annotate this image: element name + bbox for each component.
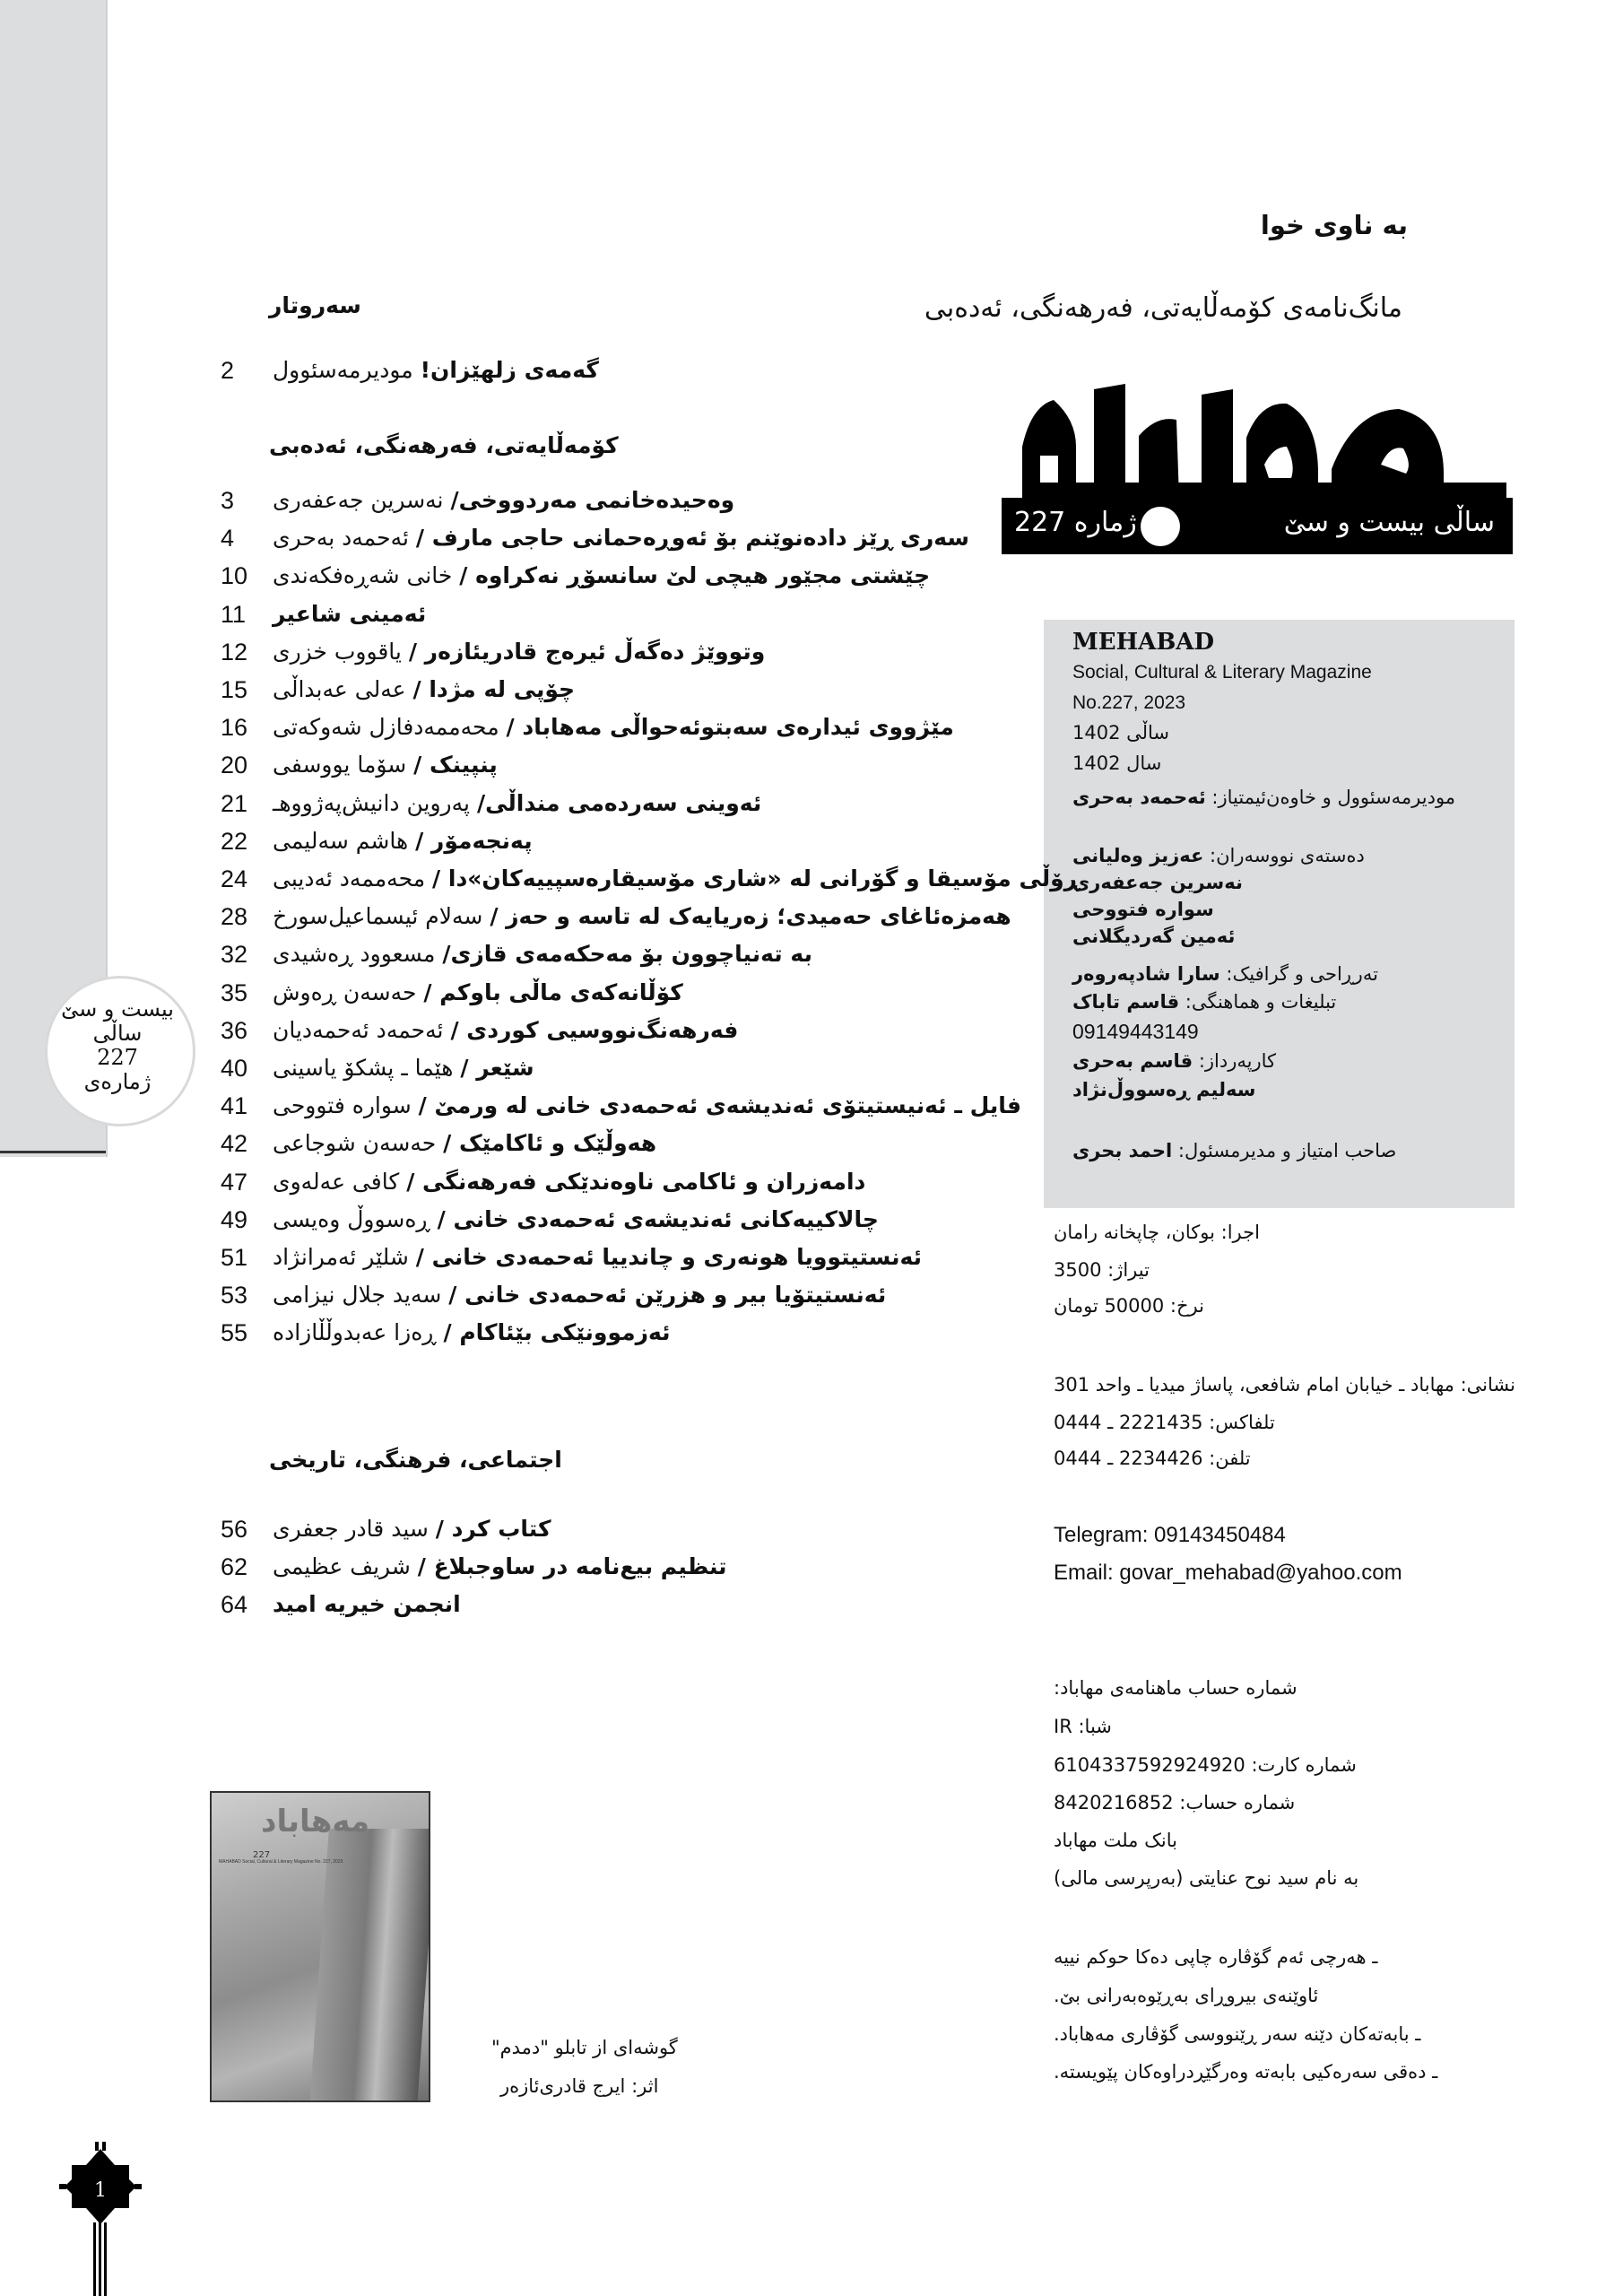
- cover-thumbnail: [210, 1791, 430, 2102]
- toc-author: محەممەد ئەدیبی: [273, 865, 426, 891]
- ads-name: قاسم تاباک: [1072, 991, 1180, 1013]
- toc-page-number: 55: [221, 1319, 248, 1347]
- toc-title: ئەوینی سەردەمی منداڵی/: [476, 789, 762, 816]
- toc-title: پەنجەمۆر /: [415, 827, 533, 854]
- toc-title: فەرهەنگ‌نووسیی کوردی /: [450, 1016, 739, 1043]
- toc-entry-text: [273, 1092, 1021, 1118]
- toc-title: ئەنستیتۆیا بیر و هزرێن ئەحمەدی خانی /: [448, 1282, 887, 1309]
- toc-entry-text: [273, 639, 765, 665]
- toc-page-number: 42: [221, 1130, 248, 1158]
- toc-page-number: 56: [221, 1516, 248, 1543]
- toc-author: ڕەسووڵ وەیسی: [273, 1205, 430, 1232]
- ads-line: [1072, 991, 1336, 1013]
- toc-title: چۆپی لە مژدا /: [412, 676, 576, 702]
- board-label: دەستەی نووسەران:: [1210, 845, 1365, 866]
- toc-page-number: 41: [221, 1092, 248, 1120]
- masthead-title-en: MEHABAD: [1072, 629, 1215, 656]
- toc-author: شریف عظیمی: [273, 1553, 411, 1579]
- price-info: نرخ: 50000 تومان: [1054, 1295, 1204, 1317]
- toc-entry-text: [273, 865, 1080, 891]
- badge-line-4: ژمارەی: [83, 1069, 152, 1094]
- masthead-box: [1044, 620, 1515, 1208]
- toc-entry-text: [273, 1244, 922, 1270]
- toc-entry-text: [273, 1553, 727, 1579]
- toc-page-number: 49: [221, 1205, 248, 1233]
- board-member: ئەمین گەردیگلانی: [1072, 926, 1236, 947]
- toc-title: چێشتی مجێور هیچی لێ سانسۆڕ نەکراوە /: [459, 562, 931, 589]
- toc-author: هێما ـ پشکۆ یاسینی: [273, 1055, 454, 1081]
- design-name: سارا شادپەروەر: [1072, 963, 1220, 985]
- logo-letterforms: [1022, 384, 1506, 499]
- toc-entry-text: [273, 941, 812, 967]
- toc-page-number: 35: [221, 978, 248, 1006]
- toc-title: وەحیدەخانمی مەردووخی/: [450, 487, 735, 513]
- toc-author: شلێر ئەمرانژاد: [273, 1244, 409, 1270]
- cover-cliff-illustration: [309, 1829, 430, 2102]
- toc-page-number: 4: [221, 525, 235, 552]
- bank-sheba: شبا: IR: [1054, 1716, 1112, 1737]
- board-line: [1072, 845, 1365, 866]
- toc-page-number: 64: [221, 1591, 248, 1618]
- note-line: ـ هەرچی ئەم گۆڤارە چاپی دەکا حوکم نییە: [1054, 1946, 1378, 1968]
- toc-title: ئەمینی شاعیر: [273, 600, 427, 627]
- address-info: نشانی: مهاباد ـ خیابان امام شافعی، پاساژ میدیا ـ واحد 301: [1054, 1374, 1515, 1396]
- note-line: ـ دەقی سەرەکیی بابەتە وەرگێڕدراوەکان پێویستە.: [1054, 2061, 1438, 2083]
- toc-entry-text: [273, 487, 734, 513]
- print-info: اجرا: بوکان، چاپخانه رامان: [1054, 1222, 1260, 1243]
- toc-title: تنظیم بیع‌نامه در ساوجبلاغ /: [417, 1553, 727, 1579]
- toc-author: عەلی عەبداڵی: [273, 676, 406, 702]
- owner-name: احمد بحری: [1072, 1140, 1173, 1161]
- toc-entry-text: [273, 1319, 671, 1345]
- design-line: [1072, 963, 1378, 985]
- logo-glyph-alef-2: [1202, 389, 1233, 499]
- toc-author: ڕەزا عەبدوڵڵازادە: [273, 1319, 437, 1346]
- toc-page-number: 62: [221, 1553, 248, 1580]
- toc-title: وتووێژ دەگەڵ ئیرەج قادریئازەر /: [408, 638, 766, 665]
- toc-entry-text: [273, 1206, 879, 1232]
- issue-badge: [45, 997, 190, 1094]
- toc-entry-text: [273, 601, 426, 627]
- board-member: نەسرین جەعفەری: [1072, 872, 1243, 893]
- toc-entry-text: [273, 1055, 534, 1081]
- telegram-link[interactable]: Telegram: 09143450484: [1054, 1523, 1286, 1547]
- toc-page-number: 36: [221, 1016, 248, 1044]
- toc-page-number: 10: [221, 562, 248, 590]
- toc-entry-text: [273, 1516, 551, 1542]
- toc-page-number: 3: [221, 487, 235, 514]
- toc-title: دامەزران و ئاکامی ناوەندێکی فەرهەنگی /: [406, 1168, 866, 1195]
- toc-entry-text: [273, 1282, 886, 1308]
- toc-entry-text: [273, 1591, 461, 1617]
- magazine-tagline: مانگ‌نامەی کۆمەڵایەتی، فەرهەنگی، ئەدەبی: [924, 292, 1402, 324]
- toc-title: ئەزموونێکی بێئاکام /: [443, 1319, 671, 1346]
- masthead-issue-en: No.227, 2023: [1072, 692, 1186, 713]
- toc-title: شێعر /: [460, 1055, 534, 1081]
- toc-author: سەلام ئیسماعیل‌سورخ: [273, 903, 483, 930]
- toc-title: کۆڵانەکەی ماڵی باوکم /: [423, 978, 683, 1005]
- bank-account: شماره حساب: 8420216852: [1054, 1792, 1296, 1813]
- toc-page-number: 11: [221, 600, 247, 628]
- issue-banner: [1002, 498, 1513, 554]
- toc-entry-text: [273, 903, 1011, 929]
- toc-author: نەسرین جەعفەری: [273, 487, 444, 513]
- manager-line: [1072, 1050, 1276, 1072]
- toc-entry-text: [273, 357, 599, 383]
- email-link[interactable]: Email: govar_mehabad@yahoo.com: [1054, 1561, 1402, 1585]
- toc-entry-text: [273, 1169, 865, 1195]
- toc-page-number: 51: [221, 1244, 248, 1271]
- cover-caption-artist: اثر: ایرج قادری‌ئازەر: [500, 2075, 659, 2097]
- toc-author: پەروین دانیش‌پەژووهـ: [273, 789, 470, 816]
- note-line: ئاوێنەی بیروڕای بەڕێوەبەرانی بێ.: [1054, 1985, 1319, 2006]
- toc-title: هەوڵێک و ئاکامێک /: [443, 1130, 657, 1157]
- toc-entry-text: [273, 1130, 656, 1156]
- board-member: عەزیز وەلیانی: [1072, 845, 1204, 866]
- toc-author: سۆما یووسفی: [273, 752, 407, 778]
- toc-title: بە تەنیاچوون بۆ مەحکەمەی قازی/: [442, 941, 812, 968]
- toc-page-number: 47: [221, 1168, 248, 1196]
- bismillah-heading: به ناوی خوا: [1260, 210, 1408, 240]
- toc-page-number: 16: [221, 714, 248, 742]
- toc-author: مسعوود ڕەشیدی: [273, 941, 436, 968]
- masthead-subtitle-en: Social, Cultural & Literary Magazine: [1072, 662, 1372, 683]
- toc-title: گەمەی زلهێزان!: [420, 357, 599, 383]
- design-label: تەرڕاحی و گرافیک:: [1226, 963, 1378, 985]
- toc-page-number: 2: [221, 357, 235, 384]
- toc-page-number: 21: [221, 789, 248, 817]
- badge-line-2: ساڵی: [92, 1021, 143, 1046]
- toc-title: چالاکییەکانی ئەندیشەی ئەحمەدی خانی /: [437, 1205, 879, 1232]
- masthead-year-fa: سال 1402: [1072, 752, 1162, 774]
- toc-page-number: 24: [221, 865, 248, 892]
- editor-line: [1072, 787, 1455, 808]
- cover-issue: 227: [253, 1850, 271, 1860]
- strip-divider: [0, 1151, 106, 1153]
- page-number-ornament: [59, 2142, 142, 2296]
- toc-title: کتاب کرد /: [435, 1516, 551, 1542]
- toc-title: ئەنستیتوویا هونەری و چاندییا ئەحمەدی خانی /: [415, 1244, 923, 1270]
- issue-label: ژمارە 227: [1014, 507, 1137, 538]
- editor-label: مودیرمەسئوول و خاوەن‌ئیمتیاز:: [1211, 787, 1456, 808]
- toc-page-number: 12: [221, 638, 248, 665]
- toc-entry-text: [273, 979, 683, 1005]
- logo-glyph-alef-1: [1094, 384, 1125, 499]
- bank-name: بانک ملت مهاباد: [1054, 1830, 1177, 1851]
- logo-baseline: [1022, 483, 1506, 499]
- toc-page-number: 22: [221, 827, 248, 855]
- toc-author: هاشم سەلیمی: [273, 827, 409, 854]
- ads-label: تبلیغات و هماهنگی:: [1185, 991, 1337, 1013]
- toc-author: سید قادر جعفری: [273, 1516, 429, 1542]
- toc-title: انجمن خیریه امید: [273, 1591, 461, 1617]
- circulation-info: تیراژ: 3500: [1054, 1259, 1150, 1281]
- phone-info: تلفن: 2234426 ـ 0444: [1054, 1448, 1251, 1469]
- toc-page-number: 28: [221, 903, 248, 931]
- board-member: سوارە فتووحی: [1072, 899, 1214, 920]
- toc-section2-heading: اجتماعی، فرهنگی، تاریخی: [269, 1447, 562, 1473]
- toc-author: ئەحمەد بەحری: [273, 525, 409, 552]
- toc-page-number: 40: [221, 1055, 248, 1082]
- note-line: ـ بابەتەکان دێنە سەر ڕێنووسی گۆڤاری مەهاباد.: [1054, 2023, 1421, 2045]
- toc-entry-text: [273, 1017, 738, 1043]
- manager-name: سەلیم ڕەسووڵ‌نژاد: [1072, 1079, 1256, 1100]
- toc-entry-text: [273, 828, 533, 854]
- toc-entry-text: [273, 562, 930, 588]
- circle-icon: [1141, 507, 1180, 546]
- bank-holder: به نام سید نوح عنایتی (بەرپرسی مالی): [1054, 1867, 1359, 1889]
- mehabad-logo: [1022, 384, 1524, 500]
- ads-phone: 09149443149: [1072, 1020, 1199, 1043]
- manager-label: کارپەرداز:: [1198, 1050, 1277, 1072]
- badge-line-1: بیست و سێ: [61, 996, 174, 1022]
- cover-caption-title: گوشه‌ای از تابلو "دمدم": [491, 2037, 678, 2058]
- toc-author: یاقووب خزری: [273, 638, 402, 665]
- toc-author: سوارە فتووحی: [273, 1092, 412, 1119]
- toc-entry-text: [273, 790, 761, 816]
- editor-name: ئەحمەد بەحری: [1072, 787, 1206, 808]
- page-number: 1: [94, 2179, 107, 2202]
- toc-author: حەسەن شوجاعی: [273, 1130, 437, 1157]
- cover-caption-en: MAHABAD Social, Cultural & Literary Magazine No. 227, 2023: [219, 1859, 343, 1865]
- toc-entry-text: [273, 714, 954, 740]
- toc-author: محەممەدفازل شەوکەتی: [273, 714, 499, 741]
- toc-page-number: 32: [221, 941, 248, 969]
- toc-title: مێژووی ئیدارەی سەبتوئەحواڵی مەهاباد /: [506, 714, 954, 741]
- year-label: ساڵی بیست و سێ: [1283, 507, 1495, 538]
- toc-title: پنپینک /: [413, 752, 498, 778]
- toc-entry-text: [273, 752, 498, 778]
- cover-logo: مەهاباد: [261, 1804, 369, 1839]
- toc-entry-text: [273, 525, 969, 551]
- toc-title: ڕۆڵی مۆسیقا و گۆرانی لە «شاری مۆسیقارەسپییەکان»دا /: [432, 865, 1080, 891]
- toc-author: کافی عەلەوی: [273, 1168, 400, 1195]
- toc-author: سەید جلال نیزامی: [273, 1282, 442, 1309]
- owner-line: [1072, 1140, 1396, 1161]
- toc-page-number: 20: [221, 752, 248, 779]
- ornament-stem: [93, 2222, 107, 2296]
- toc-author: حەسەن ڕەوش: [273, 978, 417, 1005]
- owner-label: صاحب امتیاز و مدیرمسئول:: [1177, 1140, 1397, 1161]
- masthead-year-ku: ساڵی 1402: [1072, 722, 1170, 744]
- toc-title: فایل ـ ئەنیستیتۆی ئەندیشەی ئەحمەدی خانی لە ورمێ /: [418, 1092, 1022, 1119]
- toc-author: خانی شەڕەفکەندی: [273, 562, 453, 589]
- manager-name: قاسم بەحری: [1072, 1050, 1193, 1072]
- toc-editorial-heading: سەروتار: [269, 292, 361, 318]
- toc-page-number: 15: [221, 676, 248, 703]
- toc-section1-heading: کۆمەڵایەتی، فەرهەنگی، ئەدەبی: [269, 432, 619, 458]
- toc-author: ئەحمەد ئەحمەدیان: [273, 1016, 444, 1043]
- toc-entry-text: [273, 676, 575, 702]
- badge-issue-number: 227: [97, 1045, 138, 1070]
- bank-card: شماره کارت: 6104337592924920: [1054, 1754, 1357, 1776]
- bank-title: شماره حساب ماهنامەی مهاباد:: [1054, 1677, 1298, 1699]
- toc-title: سەری ڕێز دادەنوێنم بۆ ئەوڕەحمانی حاجی مارف /: [415, 525, 970, 552]
- telefax-info: تلفاکس: 2221435 ـ 0444: [1054, 1412, 1275, 1433]
- toc-title: هەمزەئاغای حەمیدی؛ زەریایەک لە تاسە و حەز /: [490, 903, 1011, 930]
- toc-page-number: 53: [221, 1282, 248, 1309]
- toc-author: مودیرمەسئوول: [273, 357, 413, 383]
